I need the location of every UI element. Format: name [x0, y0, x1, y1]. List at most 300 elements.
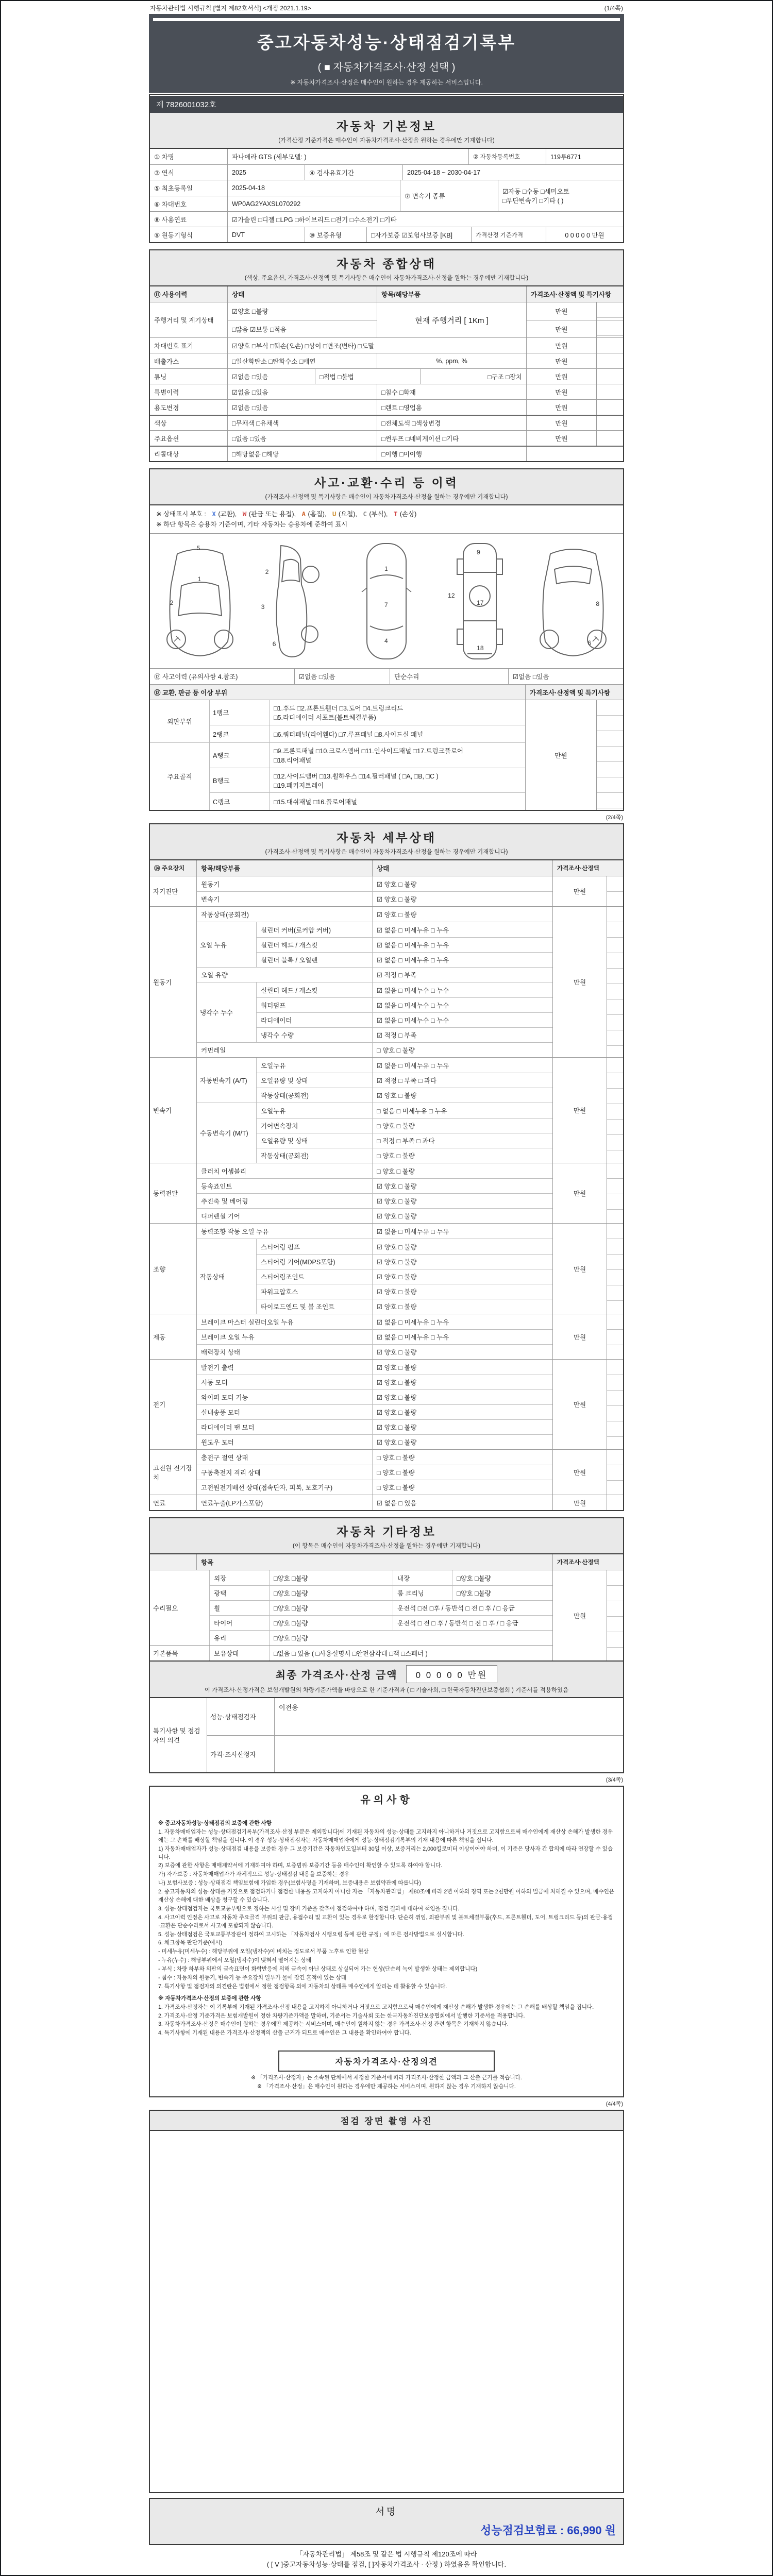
group-price-unit: 만원: [552, 1495, 607, 1510]
group-name: 고전원 전기장치: [153, 1464, 192, 1481]
panel-number-label: 8: [596, 600, 600, 607]
state-options[interactable]: ☑ 없음 □ 있음: [372, 1495, 552, 1510]
legend-code-a: A: [301, 510, 306, 518]
item-label: 스티어링조인트: [261, 1274, 305, 1281]
valuation-note-1: ※ 「가격조사·산정자」는 소속된 단체에서 제정한 기준서에 따라 가격조사·산정한 금액과 그 산출 근거를 적습니다.: [251, 2075, 522, 2081]
appraiser-name: [274, 1736, 623, 1772]
remark-cell: [596, 338, 623, 353]
state-options[interactable]: ☑ 양호 □ 불량: [372, 1209, 552, 1223]
section-detailed-condition: [149, 823, 624, 1511]
basic-items-label: 기본품목: [153, 1650, 178, 1657]
item-label: 실린더 블록 / 오일팬: [261, 957, 318, 964]
item-label: 스티어링 펌프: [261, 1243, 300, 1251]
accident-history-options[interactable]: ☑없음 □있음: [294, 669, 390, 684]
usage-change-label: 용도변경: [154, 404, 179, 412]
section-overall-condition: [149, 249, 624, 462]
recall-label: 리콜대상: [154, 451, 179, 458]
glass-label: 유리: [214, 1635, 227, 1642]
mileage-prices: [526, 302, 623, 337]
wheel-options[interactable]: □양호 □불량: [269, 1601, 393, 1615]
notice-line: 6. 체크항목 판단기준(예시): [158, 1940, 223, 1946]
notice-line: 3. 자동차가격조사·산정은 매수인이 원하는 경우에만 제공하는 서비스이며, 매수인이 원하지 않는 경우 가격조사·산정 관련 항목은 기재하지 않습니다.: [158, 2021, 509, 2028]
legend-label-dent: (요철),: [338, 511, 357, 518]
rankA-items-line1[interactable]: □9.프론트패널 □10.크로스멤버 □11.인사이드패널 □17.트렁크플로어: [274, 748, 463, 755]
group-name: 조향: [153, 1265, 166, 1273]
state-options[interactable]: ☑ 양호 □ 불량: [372, 1360, 552, 1375]
item-label: 오일유량 및 상태: [261, 1077, 308, 1084]
rank2-items[interactable]: □6.쿼터패널(리어휀다) □7.루프패널 □8.사이드실 패널: [269, 725, 525, 742]
mileage-states: [227, 302, 377, 337]
basic-row-name: [150, 149, 623, 164]
item-label: 커먼레일: [201, 1047, 226, 1054]
panel-number-label: 7: [384, 601, 388, 608]
etc-heading: 자동차 기타정보: [337, 1525, 436, 1538]
remark-cell: [607, 1224, 623, 1314]
state-options[interactable]: ☑ 양호 □ 불량: [372, 1299, 552, 1314]
row-color: [150, 415, 623, 430]
state-options[interactable]: □ 적정 □ 부족 □ 과다: [372, 1133, 552, 1148]
remark-cell: [596, 400, 623, 415]
row-accident-history: [150, 669, 623, 684]
room-cleaning-label: 룸 크리닝: [393, 1586, 452, 1600]
room-cleaning-options[interactable]: □양호 □불량: [452, 1586, 552, 1600]
valuation-opinion-notes: [150, 2074, 623, 2096]
rankC-row: [210, 792, 525, 810]
group-name: 변속기: [153, 1107, 172, 1114]
recall-items[interactable]: □이행 □미이행: [377, 447, 526, 461]
row-exchange-header: [150, 684, 623, 700]
state-options[interactable]: ☑ 양호 □ 불량: [372, 876, 552, 891]
basic-row-reg-vin: [150, 180, 623, 211]
notice-line: 1. 가격조사·산정자는 이 기록부에 기재된 가격조사·산정 내용을 고지하지 아니하거나 거짓으로 고지함으로써 매수인에게 재산상 손해가 발생한 경우에는 그 손해를 배상할 책임을 집니다.: [158, 2004, 594, 2010]
emission-label: 배출가스: [154, 358, 179, 365]
interior-label: 내장: [393, 1570, 452, 1585]
panel-number-label: 2: [170, 599, 174, 606]
reg-vin-stack: [150, 180, 400, 211]
overall-subtitle: (색상, 주요옵션, 가격조사·산정액 및 특기사항은 매수인이 자동차가격조사·산정을 원하는 경우에만 기재합니다): [244, 275, 529, 281]
group-steering: [150, 1223, 623, 1314]
item-label: 라디에이터 팬 모터: [201, 1424, 255, 1431]
col-state: 상태: [227, 286, 377, 302]
warranty-type-options[interactable]: □자가보증 ☑보험사보증 [KB]: [366, 227, 471, 242]
item-label: 라디에이터: [261, 1017, 292, 1024]
item-label: 오일 유량: [201, 972, 228, 979]
mileage-amount-options[interactable]: □많음 ☑보통 □적음: [232, 326, 287, 333]
row-tuning: [150, 368, 623, 384]
state-options[interactable]: ☑ 양호 □ 불량: [372, 1345, 552, 1359]
detail-title: [150, 824, 623, 860]
warranty-type-label: ⑩ 보증유형: [305, 227, 366, 242]
group-high-voltage: [150, 1449, 623, 1495]
transmission-options-line2[interactable]: □무단변속기 □기타 ( ): [502, 197, 564, 205]
notice-line: 7. 특기사항 및 점검자의 의견란은 법령에서 정한 점검항목 외에 자동차의 상태를 매수인에게 알리는 데 활용할 수 있습니다.: [158, 1983, 447, 1990]
page-marker-2: (2/4쪽): [606, 815, 623, 821]
section-basic-info: [149, 94, 624, 243]
group-electric: [150, 1359, 623, 1449]
row-mileage: [150, 302, 623, 337]
car-front-quarter-diagram: [157, 538, 243, 664]
section-accident-history: [149, 468, 624, 811]
first-reg-row: [150, 180, 400, 196]
document-number: 제 7826001032호: [150, 96, 623, 113]
special-history-options[interactable]: ☑없음 □있음: [227, 384, 377, 399]
rankB-items[interactable]: [269, 768, 525, 792]
panel-number-label: 9: [477, 548, 480, 556]
meter-state-options[interactable]: ☑양호 □불량: [232, 308, 268, 315]
state-options[interactable]: ☑ 없음 □ 미세누수 □ 누수: [372, 1013, 552, 1027]
transmission-options-line1[interactable]: ☑자동 □수동 □세미오토: [502, 188, 569, 195]
state-options[interactable]: □ 양호 □ 불량: [372, 1465, 552, 1480]
rankB-row: [210, 768, 525, 792]
vin-label: ⑥ 차대번호: [154, 200, 187, 208]
repair-needed-label: 수리필요: [153, 1604, 178, 1612]
accident-notes: [150, 505, 623, 534]
section-inspection-photo: [149, 2110, 624, 2493]
rank1-items-line1[interactable]: □1.후드 □2.프론트휀더 □3.도어 □4.트렁크리드: [274, 705, 404, 712]
item-label: 오일누유: [261, 1107, 286, 1115]
col-state: 상태: [372, 860, 552, 876]
exchange-price-unit: 만원: [525, 700, 596, 810]
state-options[interactable]: ☑ 양호 □ 불량: [372, 1088, 552, 1103]
fuel-options[interactable]: ☑가솔린 □디젤 □LPG □하이브리드 □전기 □수소전기 □기타: [227, 212, 623, 227]
legend-label-scratch: (흠집),: [308, 511, 327, 518]
rank1-items-line2[interactable]: □5.라디에이터 서포트(볼트체결부품): [274, 714, 376, 721]
group-fuel: [150, 1495, 623, 1510]
notice-line: - 침수 : 자동차의 원동기, 변속기 등 주요장치 일부가 물에 잠긴 흔적이 있는 상태: [158, 1975, 346, 1981]
final-price-label: 최종 가격조사·산정 금액: [275, 1670, 398, 1681]
item-label: 실린더 헤드 / 개스킷: [261, 987, 318, 994]
state-options[interactable]: □ 양호 □ 불량: [372, 1480, 552, 1495]
item-label: 작동상태(공회전): [261, 1153, 309, 1160]
special-history-items[interactable]: □침수 □화재: [377, 384, 526, 399]
item-label: 파워고압호스: [261, 1289, 298, 1296]
state-options[interactable]: ☑ 양호 □ 불량: [372, 1239, 552, 1254]
overall-title: [150, 250, 623, 286]
main-frame-label: 주요골격: [167, 773, 192, 781]
rankB-items-line2[interactable]: □19.패키지트레이: [274, 782, 324, 789]
col-price: 가격조사·산정액: [552, 860, 623, 876]
notice-heading: 유의사항: [360, 1794, 413, 1806]
transmission-options[interactable]: [498, 180, 623, 211]
state-options[interactable]: ☑ 없음 □ 미세누유 □ 누유: [372, 1330, 552, 1344]
usage-change-items[interactable]: □렌트 □영업용: [377, 400, 526, 415]
etc-body: [150, 1570, 623, 1660]
col-price-remark: 가격조사·산정액 및 특기사항: [526, 286, 623, 302]
emission-values: %, ppm, %: [377, 353, 526, 368]
remark-cell: [596, 431, 623, 446]
base-price-value: 0 0 0 0 0 만원: [546, 227, 623, 242]
group-price-unit: 만원: [552, 1360, 607, 1449]
rank1-items[interactable]: [269, 700, 525, 725]
state-options[interactable]: ☑ 양호 □ 불량: [372, 1405, 552, 1419]
rankB-items-line1[interactable]: □12.사이드멤버 □13.휠하우스 □14.필러패널 ( □A, □B, □C ): [274, 772, 439, 780]
wheel-position-options[interactable]: 운전석 □전 □후 / 동반석 □ 전 □ 후 / □ 응급: [393, 1601, 552, 1615]
item-label: 발전기 출력: [201, 1364, 234, 1371]
tuning-label: 튜닝: [154, 373, 167, 381]
group-price-unit: 만원: [552, 1058, 607, 1163]
price-survey-select: ( ■ 자동차가격조사·산정 선택 ): [317, 62, 456, 73]
group-brake: [150, 1314, 623, 1359]
tuning-legal-options[interactable]: □적법 □불법: [315, 369, 421, 384]
remark-cell: [607, 1163, 623, 1223]
exterior-options[interactable]: □양호 □불량: [269, 1570, 393, 1585]
etc-header-row: [150, 1554, 623, 1570]
exchange-rank-table: [150, 700, 623, 810]
price-unit: 만원: [526, 384, 596, 399]
row-emission: [150, 353, 623, 368]
item-label: 연료누출(LP가스포함): [201, 1499, 263, 1507]
state-options[interactable]: ☑ 양호 □ 불량: [372, 1194, 552, 1208]
state-options[interactable]: ☑ 양호 □ 불량: [372, 1390, 552, 1404]
col-device: ⑭ 주요장치: [150, 860, 196, 876]
exterior-label: 외장: [214, 1574, 227, 1582]
remark-cell: [607, 1058, 623, 1163]
footer-line-2: ( [ V ]중고자동차성능·상태를 점검, [ ]자동차가격조사 · 산정 ) 하였음을 확인합니다.: [266, 2560, 507, 2568]
notice-line: 4. 사고이력 인정은 사고로 자동차 주요골격 부위의 판금, 용접수리 및 교환이 있는 경우로 한정합니다. 단순히 꺾임, 외판부위 및 볼트체결부품(후드, 프론트휀더, 도어, 트렁크리드 등)의 판금·용접·교환은 단순수리로서 사고에 포함되지 않습니다.: [158, 1914, 613, 1929]
remark-cell: [607, 1570, 623, 1660]
fuel-label: ⑧ 사용연료: [154, 216, 187, 224]
inspection-period-label: ④ 검사유효기간: [305, 165, 402, 180]
tire-options[interactable]: □양호 □불량: [269, 1616, 393, 1630]
document-page: [149, 1, 624, 2573]
main-options-label: 주요옵션: [154, 435, 179, 443]
rankA-items[interactable]: [269, 743, 525, 768]
state-options[interactable]: ☑ 없음 □ 미세누유 □ 누유: [372, 1058, 552, 1073]
subgroup-label: 오일 누유: [200, 941, 227, 949]
item-label: 타이로드엔드 및 볼 조인트: [261, 1303, 335, 1311]
state-options[interactable]: ☑ 양호 □ 불량: [372, 1255, 552, 1269]
group-self-diagnosis: [150, 876, 623, 906]
law-reference: 자동차관리법 시행규칙 [별지 제82호서식] <개정 2021.1.19>: [150, 5, 311, 12]
item-label: 작동상태(공회전): [261, 1092, 309, 1099]
rankA-items-line2[interactable]: □18.리어패널: [274, 757, 312, 764]
remark-cell: [607, 1314, 623, 1359]
legend-label-exchange: (교환),: [218, 511, 237, 518]
item-label: 클러치 어셈블리: [201, 1167, 246, 1175]
inspector-row: [207, 1698, 623, 1735]
price-unit: 만원: [526, 431, 596, 446]
state-options[interactable]: □ 없음 □ 미세누유 □ 누유: [372, 1103, 552, 1118]
inspector-opinion-block: [150, 1697, 623, 1772]
usage-change-options[interactable]: ☑없음 □있음: [227, 400, 377, 415]
outer-panel-group: [150, 700, 525, 742]
glass-options[interactable]: □양호 □불량: [269, 1631, 552, 1645]
simple-repair-options[interactable]: ☑없음 □있음: [508, 669, 623, 684]
panel-number-label: 4: [384, 637, 388, 645]
simple-repair-label: 단순수리: [390, 669, 508, 684]
basic-info-heading: 자동차 기본정보: [337, 120, 436, 133]
rankC-items[interactable]: □15.대쉬패널 □16.플로어패널: [269, 793, 525, 810]
recall-price-blank: [526, 447, 623, 461]
remark-cell: [596, 384, 623, 399]
item-label: 기어변속장치: [261, 1123, 298, 1130]
signature-title: 서명: [375, 2506, 398, 2517]
header-note: ※ 자동차가격조사·산정은 매수인이 원하는 경우 제공하는 서비스입니다.: [290, 79, 483, 86]
tuning-kind-options[interactable]: □구조 □장치: [421, 369, 526, 384]
reg-number-label: ② 자동차등록번호: [468, 149, 546, 164]
price-unit: 만원: [555, 326, 568, 333]
state-options[interactable]: ☑ 적정 □ 부족 □ 과다: [372, 1073, 552, 1088]
state-options[interactable]: ☑ 양호 □ 불량: [372, 1284, 552, 1299]
model-year-value: 2025: [227, 165, 305, 180]
engine-type-label: ⑨ 원동기형식: [154, 231, 193, 239]
remark-cell: [596, 302, 623, 320]
emission-options[interactable]: □일산화탄소 □탄화수소 □매연: [227, 353, 377, 368]
item-label: 추진축 및 베어링: [201, 1198, 248, 1205]
item-label: 냉각수 수량: [261, 1032, 294, 1039]
col-usage-history: ⑪ 사용이력: [150, 286, 227, 302]
remark-cell: [607, 907, 623, 1057]
state-options[interactable]: ☑ 없음 □ 미세누유 □ 누유: [372, 953, 552, 967]
panel-number-label: 6: [587, 639, 592, 647]
interior-options[interactable]: □양호 □불량: [452, 1570, 552, 1585]
reg-number-value: 119루6771: [546, 149, 623, 164]
panel-number-label: 2: [265, 568, 269, 575]
basic-row-year: [150, 164, 623, 180]
state-options[interactable]: □ 양호 □ 불량: [372, 1148, 552, 1163]
item-label: 브레이크 오일 누유: [201, 1334, 255, 1341]
possession-label: 보유상태: [214, 1650, 239, 1657]
item-label: 원동기: [201, 880, 220, 888]
state-options[interactable]: ☑ 적정 □ 부족: [372, 1028, 552, 1042]
tuning-exist-options[interactable]: ☑없음 □있음: [227, 369, 315, 384]
rankA-label: A랭크: [213, 752, 230, 759]
tire-label: 타이어: [214, 1620, 233, 1627]
notice-line: 2. 중고자동차의 성능·상태를 거짓으로 점검하거나 점검한 내용을 고지하지 아니한 자는 「자동차관리법」 제80조에 따라 2년 이하의 징역 또는 2천만원 이하의 벌금에 처해질 수 있으며, 매수인은 재산상 손해에 대한 배상을 청구할 수 있습니다.: [158, 1889, 615, 1904]
item-label: 충전구 절연 상태: [201, 1454, 248, 1462]
tire-position-options[interactable]: 운전석 □ 전 □ 후 / 동반석 □ 전 □ 후 / □ 응급: [393, 1616, 552, 1630]
recall-options[interactable]: □해당없음 □해당: [227, 447, 377, 461]
notice-line: 3. 성능·상태점검자는 국토교통부령으로 정하는 시설 및 장비 기준을 갖추어 점검하여야 하며, 점검 결과에 대하여 책임을 집니다.: [158, 1905, 460, 1912]
item-label: 등속죠인트: [201, 1183, 232, 1190]
color-items[interactable]: □전체도색 □색상변경: [377, 416, 526, 430]
state-options[interactable]: ☑ 없음 □ 미세누유 □ 누유: [372, 922, 552, 937]
car-name-label: ① 차명: [154, 154, 174, 161]
state-options[interactable]: ☑ 없음 □ 미세누유 □ 누유: [372, 1314, 552, 1329]
item-label: 구동축전지 격리 상태: [201, 1469, 261, 1477]
remark-cell: [596, 369, 623, 384]
main-frame-rows: [209, 743, 525, 810]
state-options[interactable]: ☑ 양호 □ 불량: [372, 907, 552, 922]
state-options[interactable]: □ 양호 □ 불량: [372, 1043, 552, 1057]
possession-options[interactable]: □없음 □ 있음 ( □사용설명서 □안전삼각대 □잭 □스패너 ): [269, 1646, 552, 1660]
price-unit: 만원: [526, 353, 596, 368]
row-main-options: [150, 430, 623, 446]
subgroup-label: 작동상태: [200, 1273, 225, 1281]
legend-code-c: C: [363, 510, 367, 518]
item-label: 브레이크 마스터 실린더오일 누유: [201, 1318, 294, 1326]
state-options[interactable]: ☑ 없음 □ 미세누수 □ 누수: [372, 998, 552, 1012]
page-marker-1: (1/4쪽): [604, 5, 623, 12]
outer-panel-label: 외판부위: [167, 718, 192, 725]
item-label: 디퍼렌셜 기어: [201, 1213, 240, 1220]
panel-number-label: 1: [384, 565, 388, 572]
polish-options[interactable]: □양호 □불량: [269, 1586, 393, 1600]
inspection-period-value: 2025-04-18 ~ 2030-04-17: [402, 165, 623, 180]
etc-title: [150, 1518, 623, 1554]
final-price-value: 0 0 0 0 0 만원: [406, 1665, 498, 1683]
rankC-label: C랭크: [213, 798, 230, 806]
main-options-exist[interactable]: □없음 □있음: [227, 431, 377, 446]
state-options[interactable]: ☑ 양호 □ 불량: [372, 1435, 552, 1449]
notice-title-wrap: [150, 1787, 623, 1811]
first-reg-value: 2025-04-18: [227, 180, 400, 196]
state-options[interactable]: □ 양호 □ 불량: [372, 1450, 552, 1465]
price-unit: 만원: [526, 416, 596, 430]
group-engine: [150, 906, 623, 1057]
car-panel-diagrams: [150, 534, 623, 669]
detail-subtitle: (가격조사·산정액 및 특기사항은 매수인이 자동차가격조사·산정을 원하는 경우에만 기재합니다): [265, 849, 508, 855]
vin-marking-options[interactable]: ☑양호 □부식 □훼손(오손) □상이 □변조(변타) □도말: [227, 338, 526, 353]
section-other-info: [149, 1517, 624, 1773]
page-marker-3: (3/4쪽): [606, 1777, 623, 1783]
panel-number-label: 12: [448, 591, 455, 599]
main-options-items[interactable]: □썬루프 □네비게이션 □기타: [377, 431, 526, 446]
remark-cell: [607, 876, 623, 906]
notice-line: - 부식 : 차량 하부와 외판의 금속표면이 화학반응에 의해 금속이 아닌 상태로 상실되어 가는 현상(단순히 녹이 발생한 상태는 제외합니다): [158, 1966, 478, 1973]
car-side-outline: [250, 538, 337, 664]
notice-line: 1) 자동차매매업자가 성능·상태점검 내용을 보증한 경우 그 보증기간은 자동차인도일부터 30일 이상, 보증거리는 2,000킬로미터 이상이어야 하며, 이 기준은 당사자 간 합의에 따라 연장할 수 있습니다.: [158, 1845, 613, 1860]
exchange-header-label: ⑬ 교환, 판금 등 이상 부위: [150, 685, 525, 700]
panel-number-label: 1: [197, 575, 201, 583]
appraiser-label: 가격·조사산정자: [210, 1751, 256, 1758]
remark-cell: [607, 1450, 623, 1495]
panel-number-label: 5: [196, 544, 200, 552]
car-underbody-diagram: [436, 538, 523, 664]
row-usage-change: [150, 399, 623, 415]
page-marker-4: (4/4쪽): [606, 2101, 623, 2108]
rank-rows: [150, 700, 525, 810]
state-options[interactable]: ☑ 없음 □ 미세누유 □ 누유: [372, 938, 552, 952]
item-label: 고전원전기배선 상태(접속단자, 피복, 보호기구): [201, 1484, 333, 1492]
accident-title: [150, 469, 623, 505]
base-price-label: 가격산정 기준가격: [471, 227, 546, 242]
legend-label-corrosion: (부식),: [369, 511, 388, 518]
state-options[interactable]: ☑ 양호 □ 불량: [372, 1269, 552, 1284]
subgroup-label: 수동변속기 (M/T): [200, 1130, 248, 1137]
state-options[interactable]: ☑ 양호 □ 불량: [372, 1179, 552, 1193]
state-options[interactable]: ☑ 양호 □ 불량: [372, 1375, 552, 1389]
footer-line-1: 「자동차관리법」 제58조 및 같은 법 시행규칙 제120조에 따라: [296, 2550, 477, 2558]
item-label: 오일누유: [261, 1062, 286, 1070]
state-options[interactable]: ☑ 없음 □ 미세누유 □ 누유: [372, 1224, 552, 1239]
col-item-part: 항목/해당부품: [377, 286, 526, 302]
notice-line: ※ 자동차가격조사·산정의 보증에 관한 사항: [158, 1995, 261, 2002]
color-options[interactable]: □무채색 □유채색: [227, 416, 377, 430]
vin-value: WP0AG2YAXSL070292: [227, 196, 400, 211]
item-label: 작동상태(공회전): [201, 911, 249, 919]
notice-line: 5. 성능·상태점검은 국토교통부장관이 정하여 고시하는 「자동차검사 시행요령 등에 관한 규정」에 따른 검사방법으로 실시합니다.: [158, 1931, 464, 1938]
row-vin-marking: [150, 337, 623, 353]
car-name-value: 파나메라 GTS (세부모델: ): [227, 149, 468, 164]
item-label: 변속기: [201, 896, 220, 903]
notice-line: ※ 중고자동차성능·상태점검의 보증에 관한 사항: [158, 1820, 272, 1826]
inspection-fee: 성능점검보험료 : 66,990 원: [480, 2523, 616, 2537]
group-price-unit: 만원: [552, 1450, 607, 1495]
first-reg-label: ⑤ 최초등록일: [154, 185, 193, 192]
state-options[interactable]: □ 양호 □ 불량: [372, 1118, 552, 1133]
state-options[interactable]: ☑ 적정 □ 부족: [372, 968, 552, 982]
state-options[interactable]: ☑ 양호 □ 불량: [372, 1420, 552, 1434]
document-header: [149, 14, 624, 93]
photo-section-title: 점검 장면 촬영 사진: [150, 2111, 623, 2131]
state-options[interactable]: ☑ 없음 □ 미세누수 □ 누수: [372, 982, 552, 997]
special-history-label: 특별이력: [154, 388, 179, 396]
subgroup-label: 냉각수 누수: [200, 1009, 233, 1016]
state-options[interactable]: □ 양호 □ 불량: [372, 1163, 552, 1178]
remark-cell: [596, 320, 623, 337]
state-options[interactable]: ☑ 양호 □ 불량: [372, 892, 552, 906]
